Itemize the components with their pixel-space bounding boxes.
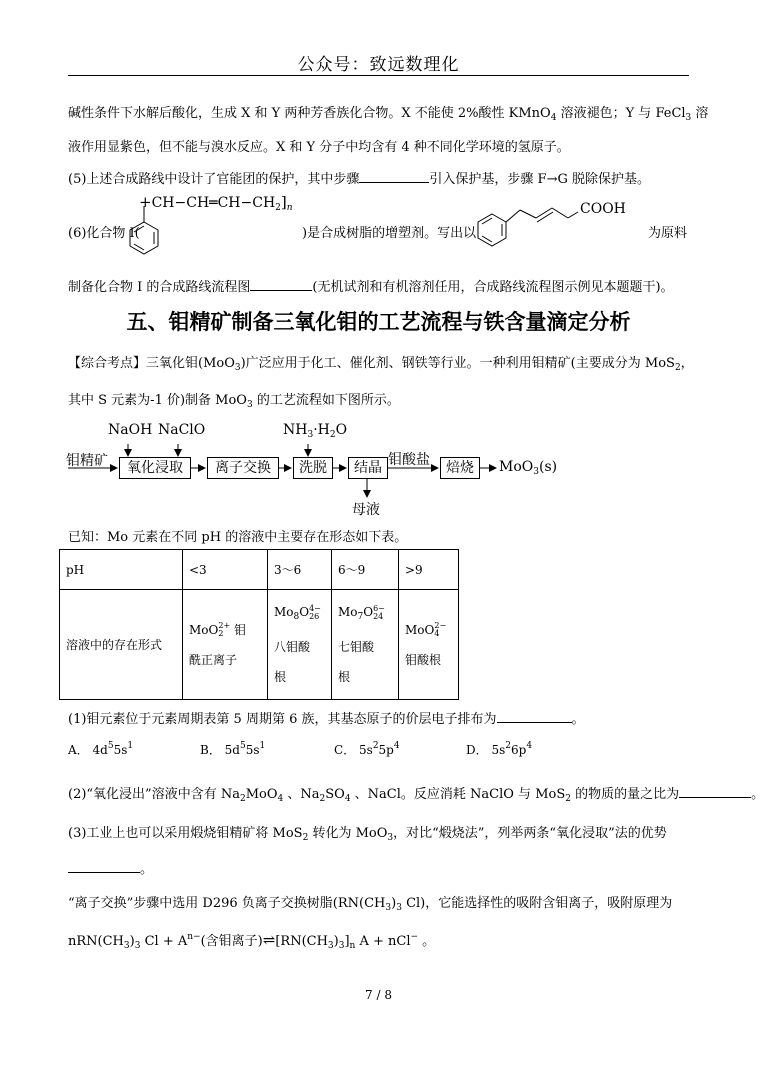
polymer-benzene-structure xyxy=(128,200,328,260)
step-crystallization: 结晶 xyxy=(348,457,388,479)
answer-blank-3 xyxy=(68,860,140,873)
step-roasting: 焙烧 xyxy=(440,457,480,479)
question-5: (5)上述合成路线中设计了官能团的保护，其中步骤 引入保护基，步骤 F→G 脱除保护基。 xyxy=(68,172,650,187)
step-ion-exchange: 离子交换 xyxy=(207,457,279,479)
page-header: 公众号：致远数理化 xyxy=(297,55,460,75)
question-3: (3)工业上也可以采用煅烧钼精矿将 MoS$_2$ 转化为 MoO$_3$，对比“煅烧法”，列举两条“氧化浸取”法的优势 xyxy=(68,826,667,843)
question-2: (2)“氧化浸出”溶液中含有 $Na_2MoO_4$ 、$Na_2SO_4$ 、NaCl。反应消耗 NaClO 与 MoS$_2$ 的物质的量之比为 。 xyxy=(68,787,764,804)
table-species: MoO 2+ 2 钼 酰正离子 xyxy=(183,590,268,700)
answer-blank-1 xyxy=(497,710,572,723)
question-1: (1)钼元素位于元素周期表第 5 周期第 6 族，其基态原子的价层电子排布为 。 xyxy=(68,712,585,727)
header-rule xyxy=(68,75,689,76)
question-6-c: 为原料 xyxy=(648,226,688,241)
reagent-ammonia: $NH_3\cdot H_2O$ xyxy=(283,422,348,440)
kaodian-line-1: 【综合考点】三氧化钼(MoO$_3$)广泛应用于化工、催化剂、钢铁等行业。一种利用钼精矿(主要成分为 MoS$_2$， xyxy=(68,356,694,373)
table-species: $Mo_8O$ 4− 26 八钼酸 根 xyxy=(268,590,332,700)
known-note: 已知：Mo 元素在不同 pH 的溶液中主要存在形态如下表。 xyxy=(68,530,408,545)
answer-blank-6 xyxy=(250,278,312,291)
table-species: $Mo_7O$ 6− 24 七钼酸 根 xyxy=(332,590,399,700)
flow-mid-label: 钼酸盐 xyxy=(388,452,430,468)
ion-exchange-text: “离子交换”步骤中选用 D296 负离子交换树脂($RN(CH_3)_3$ Cl)，它能选择性的吸附含钼离子，吸附原理为 xyxy=(68,896,673,913)
question-6-b: )是合成树脂的增塑剂。写出以 xyxy=(302,226,477,241)
raw-material-structure xyxy=(474,196,584,256)
option-a: A． $4d^55s^1$ xyxy=(68,741,134,757)
intro-line-1: 碱性条件下水解后酸化，生成 X 和 Y 两种芳香族化合物。X 不能使 2%酸性 KMnO$_4$ 溶液褪色；Y 与 FeCl$_3$ 溶 xyxy=(68,106,709,123)
answer-blank-5 xyxy=(359,170,429,183)
intro-line-2: 液作用显紫色，但不能与溴水反应。X 和 Y 分子中均含有 4 种不同化学环境的氢原子。 xyxy=(68,140,570,155)
option-d: D． $5s^26p^4$ xyxy=(466,741,533,757)
page-number: 7 / 8 xyxy=(365,988,392,1002)
step-oxidation-leaching: 氧化浸取 xyxy=(119,457,191,479)
table-header-ph: pH xyxy=(60,550,183,590)
question-6-d: 制备化合物 I 的合成路线流程图 (无机试剂和有机溶剂任用，合成路线流程图示例见本题题干)。 xyxy=(68,280,674,295)
table-range: <3 xyxy=(183,550,268,590)
ion-exchange-equation: $nRN(CH_3)_3$ $Cl + A^{n-}$(含钼离子)$\rightleftharpoons[RN(CH_3)_3]_n$ A + nCl− 。 xyxy=(68,931,436,951)
reagent-naoh: NaOH xyxy=(108,422,153,438)
table-header-species: 溶液中的存在形式 xyxy=(60,590,183,700)
table-range: 6～9 xyxy=(332,550,399,590)
kaodian-line-2: 其中 S 元素为-1 价)制备 MoO$_3$ 的工艺流程如下图所示。 xyxy=(68,393,400,410)
table-range: 3～6 xyxy=(268,550,332,590)
option-c: C． $5s^25p^4$ xyxy=(334,741,400,757)
section-title: 五、钼精矿制备三氧化钼的工艺流程与铁含量滴定分析 xyxy=(126,310,631,334)
polymer-formula: $+CH-CH═CH-CH_2]_n$ xyxy=(139,193,293,213)
table-range: >9 xyxy=(399,550,459,590)
answer-blank-2 xyxy=(679,785,751,798)
step-elution: 洗脱 xyxy=(293,457,333,479)
flow-byproduct: 母液 xyxy=(352,502,380,518)
option-b: B． $5d^55s^1$ xyxy=(200,741,266,757)
flow-output: MoO$_3$(s) xyxy=(499,459,558,477)
mo-species-table xyxy=(59,549,459,700)
flow-input: 钼精矿 xyxy=(66,453,108,469)
cooh-label: COOH xyxy=(580,201,626,217)
question-3-answer: 。 xyxy=(68,858,153,877)
reagent-naclo: NaClO xyxy=(158,422,206,438)
question-6-a: (6)化合物 I( xyxy=(68,226,140,241)
table-species: MoO 2− 4 钼酸根 xyxy=(399,590,459,700)
